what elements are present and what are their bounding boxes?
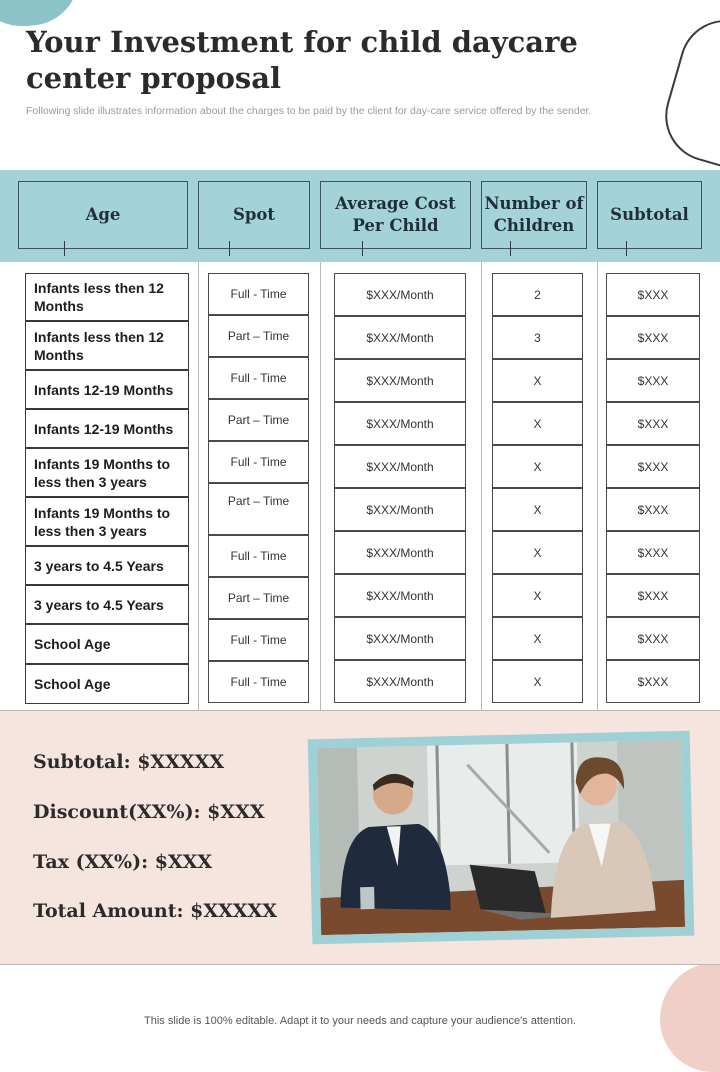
age-cell: Infants 19 Months to less then 3 years [25,448,189,497]
age-cell: Infants less then 12 Months [25,273,189,321]
photo-frame [308,731,695,945]
age-cell: 3 years to 4.5 Years [25,585,189,624]
average-cost-cell: $XXX/Month [334,488,466,531]
average-cost-cell: $XXX/Month [334,617,466,660]
average-cost-cell: $XXX/Month [334,660,466,703]
spot-cell: Full - Time [208,535,309,577]
age-cell: School Age [25,624,189,664]
average-cost-cell: $XXX/Month [334,531,466,574]
number-of-children-cell: 2 [492,273,583,316]
column-divider [481,262,482,712]
header-spot: Spot [198,181,310,249]
average-cost-cell: $XXX/Month [334,316,466,359]
age-cell: School Age [25,664,189,704]
spot-cell: Part – Time [208,577,309,619]
number-of-children-cell: 3 [492,316,583,359]
spot-cell: Full - Time [208,357,309,399]
average-cost-cell: $XXX/Month [334,445,466,488]
subtotal-cell: $XXX [606,488,700,531]
number-of-children-cell: X [492,359,583,402]
spot-cell: Part – Time [208,483,309,535]
subtotal-cell: $XXX [606,359,700,402]
subtotal-cell: $XXX [606,273,700,316]
header-tick [510,241,511,256]
column-divider [597,262,598,712]
column-divider [198,262,199,712]
page-title: Your Investment for child daycare center proposal [26,25,578,95]
spot-cell: Part – Time [208,315,309,357]
number-of-children-cell: X [492,574,583,617]
header-number-of-children: Number of Children [481,181,587,249]
average-cost-cell: $XXX/Month [334,273,466,316]
age-cell: Infants less then 12 Months [25,321,189,370]
number-of-children-cell: X [492,531,583,574]
header-tick [362,241,363,256]
summary-discount: Discount(XX%): $XXX [33,801,265,823]
age-cell: Infants 12-19 Months [25,370,189,409]
subtotal-cell: $XXX [606,574,700,617]
subtotal-cell: $XXX [606,617,700,660]
number-of-children-cell: X [492,488,583,531]
subtotal-cell: $XXX [606,402,700,445]
subtotal-cell: $XXX [606,660,700,703]
age-cell: 3 years to 4.5 Years [25,546,189,585]
column-divider [320,262,321,712]
average-cost-cell: $XXX/Month [334,574,466,617]
spot-cell: Full - Time [208,619,309,661]
spot-cell: Full - Time [208,273,309,315]
spot-cell: Full - Time [208,441,309,483]
subtotal-cell: $XXX [606,316,700,359]
subtotal-cell: $XXX [606,531,700,574]
number-of-children-cell: X [492,617,583,660]
spot-cell: Full - Time [208,661,309,703]
business-meeting-photo [317,740,685,935]
average-cost-cell: $XXX/Month [334,402,466,445]
header-tick [64,241,65,256]
subtotal-cell: $XXX [606,445,700,488]
number-of-children-cell: X [492,402,583,445]
header-tick [626,241,627,256]
number-of-children-cell: X [492,660,583,703]
age-cell: Infants 12-19 Months [25,409,189,448]
page-subtitle: Following slide illustrates information about the charges to be paid by the client for day-care service offered by the sender. [26,105,592,117]
summary-tax: Tax (XX%): $XXX [33,851,213,873]
header-tick [229,241,230,256]
header-subtotal: Subtotal [597,181,702,249]
decorative-outline-shape [654,9,720,179]
header-age: Age [18,181,188,249]
number-of-children-cell: X [492,445,583,488]
summary-total-amount: Total Amount: $XXXXX [33,900,278,922]
spot-cell: Part – Time [208,399,309,441]
header-average-cost: Average Cost Per Child [320,181,471,249]
average-cost-cell: $XXX/Month [334,359,466,402]
summary-subtotal: Subtotal: $XXXXX [33,751,225,773]
age-cell: Infants 19 Months to less then 3 years [25,497,189,546]
footer-note: This slide is 100% editable. Adapt it to your needs and capture your audience's attention. [144,1015,576,1027]
